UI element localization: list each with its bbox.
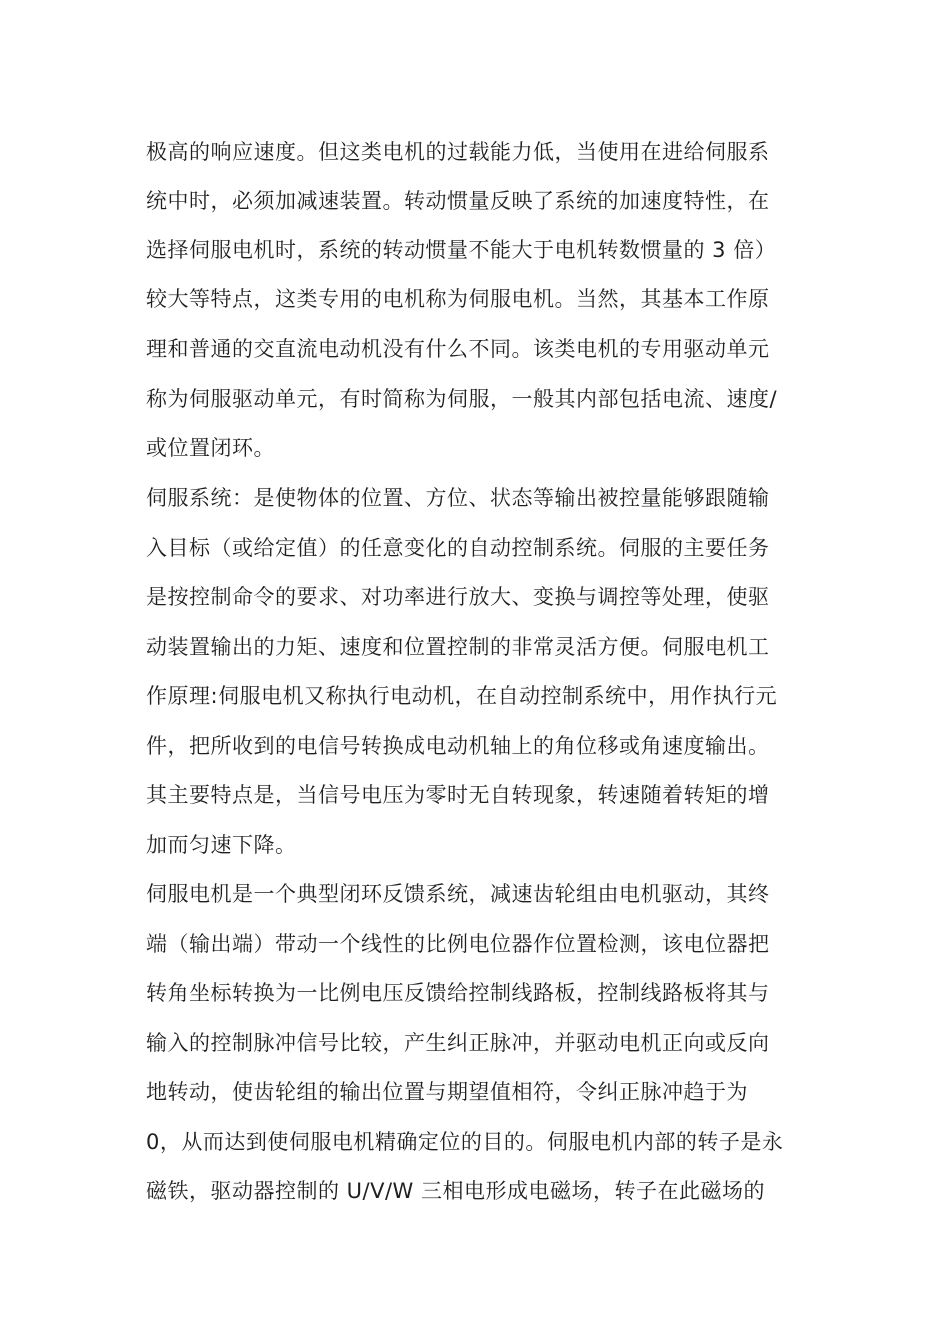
text-line: 理和普通的交直流电动机没有什么不同。该类电机的专用驱动单元 — [146, 337, 770, 361]
text-line: 输入的控制脉冲信号比较，产生纠正脉冲，并驱动电机正向或反向 — [146, 1031, 770, 1055]
text-line: 统中时，必须加减速装置。转动惯量反映了系统的加速度特性，在 — [146, 189, 770, 213]
text-line: 端（输出端）带动一个线性的比例电位器作位置检测，该电位器把 — [146, 932, 770, 956]
text-line: 件，把所收到的电信号转换成电动机轴上的角位移或角速度输出。 — [146, 734, 770, 758]
text-line: 较大等特点，这类专用的电机称为伺服电机。当然，其基本工作原 — [146, 287, 770, 311]
text-line: 入目标（或给定值）的任意变化的自动控制系统。伺服的主要任务 — [146, 536, 770, 560]
text-line: 作原理:伺服电机又称执行电动机，在自动控制系统中，用作执行元 — [146, 684, 778, 708]
text-line: 极高的响应速度。但这类电机的过载能力低，当使用在进给伺服系 — [146, 140, 770, 164]
text-line: 是按控制命令的要求、对功率进行放大、变换与调控等处理，使驱 — [146, 585, 770, 609]
text-line: 0，从而达到使伺服电机精确定位的目的。伺服电机内部的转子是永 — [146, 1130, 784, 1154]
text-line: 磁铁，驱动器控制的 U/V/W 三相电形成电磁场，转子在此磁场的 — [146, 1179, 765, 1203]
text-line: 伺服系统：是使物体的位置、方位、状态等输出被控量能够跟随输 — [146, 486, 770, 510]
text-line: 加而匀速下降。 — [146, 833, 297, 857]
text-line: 地转动，使齿轮组的输出位置与期望值相符，令纠正脉冲趋于为 — [146, 1080, 748, 1104]
text-line: 或位置闭环。 — [146, 436, 275, 460]
text-line: 其主要特点是，当信号电压为零时无自转现象，转速随着转矩的增 — [146, 783, 770, 807]
text-line: 选择伺服电机时，系统的转动惯量不能大于电机转数惯量的 3 倍） — [146, 238, 777, 262]
text-line: 动装置输出的力矩、速度和位置控制的非常灵活方便。伺服电机工 — [146, 635, 770, 659]
text-line: 转角坐标转换为一比例电压反馈给控制线路板，控制线路板将其与 — [146, 981, 770, 1005]
text-line: 伺服电机是一个典型闭环反馈系统，减速齿轮组由电机驱动，其终 — [146, 882, 770, 906]
text-line: 称为伺服驱动单元，有时简称为伺服，一般其内部包括电流、速度/ — [146, 387, 778, 411]
